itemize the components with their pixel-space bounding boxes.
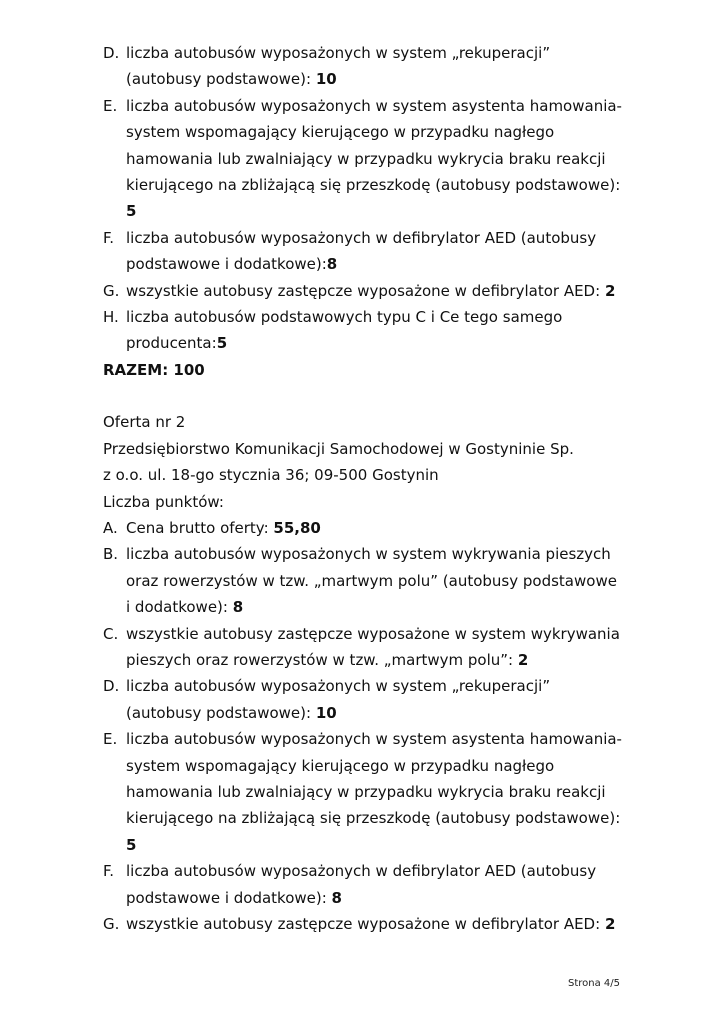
list-item-e — [103, 93, 623, 225]
item-text: oraz rowerzystów w tzw. „martwym polu” (autobusy podstawowe — [126, 571, 617, 590]
item-text: liczba autobusów wyposażonych w system „rekuperacji” — [126, 677, 551, 696]
item-text: podstawowe i dodatkowe): — [126, 255, 327, 274]
list-item-d — [103, 673, 623, 726]
list-item-g — [103, 911, 623, 937]
item-text: pieszych oraz rowerzystów w tzw. „martwym polu”: — [126, 650, 518, 669]
item-value: 2 — [604, 281, 616, 300]
total-score: RAZEM: 100 — [103, 360, 205, 379]
list-item-f — [103, 858, 623, 911]
company-name: Przedsiębiorstwo Komunikacji Samochodowej w Gostyninie Sp. — [103, 439, 574, 458]
item-value: 10 — [315, 703, 337, 722]
list-item-e — [103, 726, 623, 858]
item-text: liczba autobusów podstawowych typu C i Ce tego samego — [126, 307, 563, 326]
item-text: podstawowe i dodatkowe): — [126, 888, 332, 907]
points-label: Liczba punktów: — [103, 492, 224, 511]
list-item-d — [103, 40, 623, 93]
item-value: 8 — [331, 888, 342, 907]
item-text: wszystkie autobusy zastępcze wyposażone w defibrylator AED: — [126, 914, 605, 933]
item-text: (autobusy podstawowe): — [126, 70, 316, 89]
list-item-c — [103, 621, 623, 674]
list-item-f — [103, 225, 623, 278]
item-text: system wspomagający kierującego w przypadku nagłego — [126, 756, 555, 775]
item-value: 8 — [326, 255, 338, 274]
item-label: B. — [103, 545, 119, 564]
page-number: Strona 4/5 — [568, 978, 621, 989]
item-text: wszystkie autobusy zastępcze wyposażone w system wykrywania — [126, 624, 620, 643]
list-item-h — [103, 304, 623, 357]
item-label: A. — [103, 519, 118, 538]
list-item-b — [103, 541, 623, 620]
item-text: hamowania lub zwalniający w przypadku wykrycia braku reakcji — [126, 149, 606, 168]
item-label: F. — [103, 228, 114, 247]
list-item-a — [103, 515, 623, 541]
item-text: (autobusy podstawowe): — [126, 703, 316, 722]
item-label: D. — [103, 44, 120, 62]
item-text: liczba autobusów wyposażonych w system wykrywania pieszych — [126, 545, 611, 564]
item-text: wszystkie autobusy zastępcze wyposażone w defibrylator AED: — [126, 281, 605, 300]
item-text: liczba autobusów wyposażonych w system „rekuperacji” — [126, 44, 551, 62]
item-label: E. — [103, 96, 118, 115]
list-item-g — [103, 278, 623, 304]
item-text: producenta: — [126, 334, 217, 353]
item-label: G. — [103, 914, 120, 933]
item-text: i dodatkowe): — [126, 598, 233, 617]
item-value: 5 — [126, 835, 137, 854]
item-value: 2 — [604, 914, 616, 933]
item-label: D. — [103, 677, 120, 696]
item-label: C. — [103, 624, 119, 643]
item-label: F. — [103, 862, 114, 881]
item-text: kierującego na zbliżającą się przeszkodę (autobusy podstawowe): — [126, 175, 621, 194]
item-label: G. — [103, 281, 120, 300]
item-label: E. — [103, 730, 118, 749]
item-text: liczba autobusów wyposażonych w defibrylator AED (autobusy — [126, 228, 597, 247]
item-value: 55,80 — [273, 519, 321, 538]
item-label: H. — [103, 307, 119, 326]
item-value: 5 — [216, 334, 228, 353]
item-text: hamowania lub zwalniający w przypadku wykrycia braku reakcji — [126, 782, 606, 801]
offer-heading: Oferta nr 2 — [103, 413, 186, 432]
item-value: 10 — [315, 70, 337, 89]
document-body — [103, 40, 623, 937]
item-text: Cena brutto oferty: — [126, 519, 274, 538]
item-text: liczba autobusów wyposażonych w defibrylator AED (autobusy — [126, 862, 597, 881]
company-address: z o.o. ul. 18-go stycznia 36; 09-500 Gostynin — [103, 466, 439, 485]
item-value: 5 — [126, 202, 137, 221]
item-text: system wspomagający kierującego w przypadku nagłego — [126, 123, 555, 142]
item-value: 2 — [517, 650, 529, 669]
item-text: kierującego na zbliżającą się przeszkodę (autobusy podstawowe): — [126, 809, 621, 828]
item-text: liczba autobusów wyposażonych w system asystenta hamowania- — [126, 730, 622, 749]
item-value: 8 — [232, 598, 244, 617]
item-text: liczba autobusów wyposażonych w system asystenta hamowania- — [126, 96, 622, 115]
